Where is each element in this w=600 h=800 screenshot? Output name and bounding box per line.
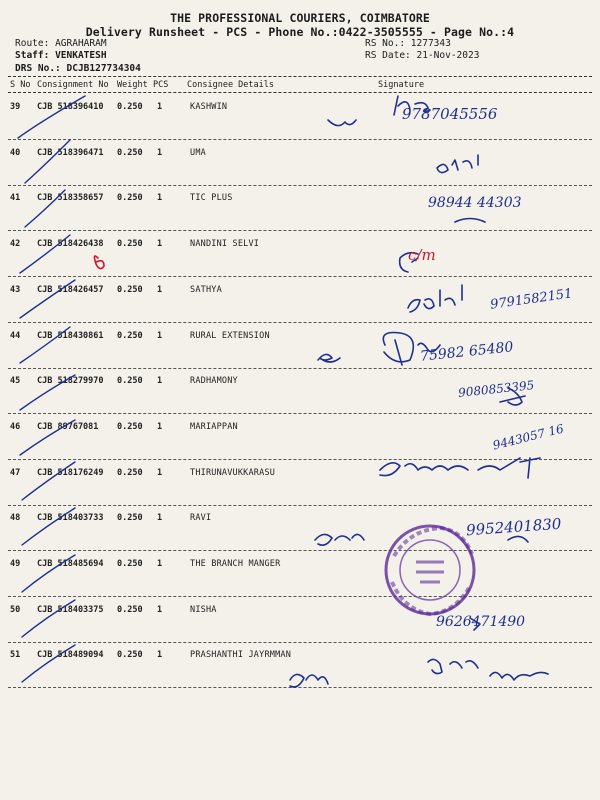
handwritten-phone-45: 9080853395 [457, 378, 535, 400]
row-weight: 0.250 [117, 102, 143, 112]
row-consignment-no: CJB 518279970 [37, 376, 104, 386]
row-sno: 39 [10, 102, 21, 112]
row-divider [8, 642, 592, 643]
row-consignment-no: CJB 518426438 [37, 239, 104, 249]
seal-graphic [380, 520, 480, 620]
col-header-consignment: Consignment No [37, 80, 109, 90]
row-sno: 46 [10, 422, 21, 432]
company-title: THE PROFESSIONAL COURIERS, COIMBATORE [170, 11, 430, 25]
handwritten-mark-42: c/m [408, 246, 436, 264]
drs-line [15, 63, 141, 74]
row-consignment-no: CJB 518396471 [37, 148, 104, 158]
row-consignment-no: CJB 518403375 [37, 605, 104, 615]
handwritten-phone-41: 98944 44303 [428, 195, 522, 211]
route-line [15, 38, 107, 49]
handwritten-phone-50: 9626471490 [436, 614, 526, 630]
row-sno: 44 [10, 331, 21, 341]
col-header-pcs: PCS [153, 80, 169, 90]
row-consignment-no: CJB 518358657 [37, 193, 104, 203]
row-consignee: TIC PLUS [190, 193, 233, 203]
row-divider [8, 139, 592, 140]
red-marks [94, 256, 104, 269]
row-pcs: 1 [157, 102, 163, 112]
handwritten-phone-39: 9787045556 [402, 105, 498, 123]
row-pcs: 1 [157, 605, 163, 615]
row-consignee: THIRUNAVUKKARASU [190, 468, 276, 478]
row-pcs: 1 [157, 559, 163, 569]
row-divider [8, 322, 592, 323]
row-divider [8, 550, 592, 551]
row-weight: 0.250 [117, 468, 143, 478]
row-pcs: 1 [157, 193, 163, 203]
row-consignment-no: CJB 518403733 [37, 513, 104, 523]
row-weight: 0.250 [117, 285, 143, 295]
row-pcs: 1 [157, 376, 163, 386]
row-consignee: MARIAPPAN [190, 422, 238, 432]
row-weight: 0.250 [117, 148, 143, 158]
row-consignee: RADHAMONY [190, 376, 238, 386]
row-weight: 0.250 [117, 376, 143, 386]
row-consignment-no: CJB 518430861 [37, 331, 104, 341]
row-consignee: NISHA [190, 605, 217, 615]
handwritten-phone-46: 9443057 16 [491, 421, 566, 453]
row-consignee: PRASHANTHI JAYRMMAN [190, 650, 292, 660]
route-value: AGRAHARAM [55, 38, 107, 49]
row-divider [8, 596, 592, 597]
row-sno: 51 [10, 650, 21, 660]
rs-date-value: 21-Nov-2023 [416, 50, 480, 61]
row-sno: 45 [10, 376, 21, 386]
row-pcs: 1 [157, 513, 163, 523]
row-weight: 0.250 [117, 239, 143, 249]
staff-value: VENKATESH [55, 50, 107, 61]
row-divider [8, 368, 592, 369]
row-pcs: 1 [157, 331, 163, 341]
row-weight: 0.250 [117, 193, 143, 203]
row-divider [8, 276, 592, 277]
row-pcs: 1 [157, 468, 163, 478]
row-pcs: 1 [157, 285, 163, 295]
row-consignee: NANDINI SELVI [190, 239, 260, 249]
rs-no-value: 1277343 [410, 38, 451, 49]
row-consignee: RAVI [190, 513, 212, 523]
header-top-rule [8, 76, 592, 77]
row-pcs: 1 [157, 422, 163, 432]
row-pcs: 1 [157, 148, 163, 158]
row-weight: 0.250 [117, 559, 143, 569]
staff-label: Staff: [15, 50, 50, 61]
tick-marks [18, 96, 85, 682]
row-sno: 48 [10, 513, 21, 523]
staff-line [15, 50, 107, 61]
handwritten-phone-44: 75982 65480 [419, 339, 515, 365]
drs-label: DRS No.: [15, 63, 61, 74]
col-header-sno: S No [10, 80, 31, 90]
row-consignee: THE BRANCH MANGER [190, 559, 281, 569]
row-sno: 41 [10, 193, 21, 203]
row-divider [8, 413, 592, 414]
row-consignee: UMA [190, 148, 206, 158]
rs-date-label: RS Date: [365, 50, 411, 61]
handwritten-phone-48: 9952401830 [465, 514, 562, 540]
row-divider [8, 185, 592, 186]
col-header-weight: Weight [117, 80, 148, 90]
col-header-signature: Signature [378, 80, 425, 90]
row-divider [8, 459, 592, 460]
row-sno: 42 [10, 239, 21, 249]
rs-no-label: RS No.: [365, 38, 406, 49]
row-consignee: RURAL EXTENSION [190, 331, 270, 341]
row-consignee: KASHWIN [190, 102, 228, 112]
drs-value: DCJB127734304 [66, 63, 141, 74]
rs-no-line [365, 38, 451, 49]
row-weight: 0.250 [117, 605, 143, 615]
row-pcs: 1 [157, 650, 163, 660]
row-consignment-no: CJB 518176249 [37, 468, 104, 478]
row-weight: 0.250 [117, 422, 143, 432]
row-weight: 0.250 [117, 650, 143, 660]
row-pcs: 1 [157, 239, 163, 249]
row-weight: 0.250 [117, 331, 143, 341]
handwritten-phone-43: 9791582151 [489, 286, 574, 313]
rs-date-line [365, 50, 479, 61]
route-label: Route: [15, 38, 50, 49]
row-weight: 0.250 [117, 513, 143, 523]
row-sno: 40 [10, 148, 21, 158]
runsheet-subtitle: Delivery Runsheet - PCS - Phone No.:0422-3505555 - Page No.:4 [85, 25, 515, 39]
row-sno: 50 [10, 605, 21, 615]
row-sno: 43 [10, 285, 21, 295]
row-consignment-no: CJB 518426457 [37, 285, 104, 295]
col-header-consignee: Consignee Details [187, 80, 274, 90]
row-sno: 47 [10, 468, 21, 478]
company-seal-stamp [380, 520, 480, 620]
header-bottom-rule [8, 92, 592, 93]
row-sno: 49 [10, 559, 21, 569]
row-consignment-no: CJB 518396410 [37, 102, 104, 112]
row-divider [8, 230, 592, 231]
row-divider [8, 505, 592, 506]
row-divider [8, 687, 592, 688]
row-consignment-no: CJB 518489094 [37, 650, 104, 660]
row-consignment-no: CJB 518485694 [37, 559, 104, 569]
row-consignee: SATHYA [190, 285, 222, 295]
row-consignment-no: CJB 89767081 [37, 422, 99, 432]
